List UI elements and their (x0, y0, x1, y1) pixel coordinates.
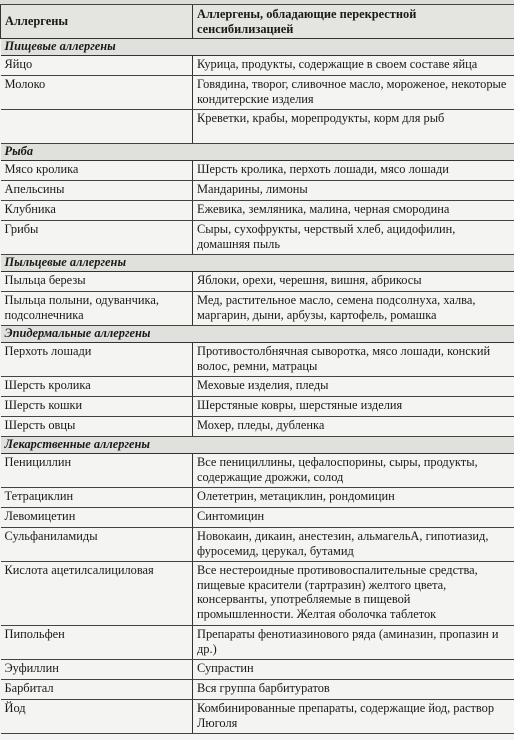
section-row (1, 144, 514, 161)
allergen-cell: Апельсины (1, 181, 193, 201)
allergen-cell: Йод (1, 700, 193, 734)
table-row (1, 272, 514, 292)
table-row (1, 680, 514, 700)
table-row (1, 397, 514, 417)
table-row (1, 292, 514, 326)
header-row (1, 5, 514, 39)
table-row (1, 181, 514, 201)
cross-allergen-cell: Шерсть кролика, перхоть лошади, мясо лошади (193, 161, 514, 181)
allergen-cell: Шерсть овцы (1, 417, 193, 437)
table-row (1, 377, 514, 397)
section-row (1, 437, 514, 454)
allergen-cell: Шерсть кошки (1, 397, 193, 417)
cross-allergen-cell: Препараты фенотиазинового ряда (аминазин, пропазин и др.) (193, 626, 514, 660)
allergen-cell: Мясо кролика (1, 161, 193, 181)
cross-allergen-cell: Противостолбнячная сыворотка, мясо лошади, конский волос, ремни, матрацы (193, 343, 514, 377)
allergen-cell: Клубника (1, 201, 193, 221)
cross-allergen-cell: Меховые изделия, пледы (193, 377, 514, 397)
section-title: Пищевые аллергены (1, 39, 514, 56)
allergen-cell: Пыльца березы (1, 272, 193, 292)
allergen-cell: Эуфиллин (1, 660, 193, 680)
section-title: Лекарственные аллергены (1, 437, 514, 454)
table-row (1, 56, 514, 76)
cross-allergen-cell: Комбинированные препараты, содержащие йод, раствор Люголя (193, 700, 514, 734)
table-row (1, 76, 514, 110)
table-row (1, 454, 514, 488)
table-row (1, 660, 514, 680)
allergen-cell: Пипольфен (1, 626, 193, 660)
cross-allergen-cell: Мед, растительное масло, семена подсолнуха, халва, маргарин, дыни, арбузы, картофель, ромашка (193, 292, 514, 326)
allergen-cell: Шерсть кролика (1, 377, 193, 397)
table-row (1, 626, 514, 660)
allergen-cell: Перхоть лошади (1, 343, 193, 377)
table-row (1, 562, 514, 626)
allergen-cell: Яйцо (1, 56, 193, 76)
table-row (1, 343, 514, 377)
allergen-cell: Молоко (1, 76, 193, 110)
table-row (1, 161, 514, 181)
allergen-table (0, 5, 514, 734)
cross-allergen-cell: Синтомицин (193, 508, 514, 528)
allergen-cell: Пыльца полыни, одуванчика, подсолнечника (1, 292, 193, 326)
table-row (1, 488, 514, 508)
cross-allergen-cell: Говядина, творог, сливочное масло, мороженое, некоторые кондитерские изделия (193, 76, 514, 110)
header-cross-allergens: Аллергены, обладающие перекрестной сенсибилизацией (193, 5, 514, 39)
cross-allergen-cell: Мандарины, лимоны (193, 181, 514, 201)
cross-allergen-cell: Мохер, пледы, дубленка (193, 417, 514, 437)
section-title: Пыльцевые аллергены (1, 255, 514, 272)
table-row (1, 221, 514, 255)
section-row (1, 326, 514, 343)
header-allergens: Аллергены (1, 5, 193, 39)
allergen-cell: Тетрациклин (1, 488, 193, 508)
cross-allergen-cell: Сыры, сухофрукты, черствый хлеб, ацидофилин, домашняя пыль (193, 221, 514, 255)
allergen-cell: Кислота ацетилсалициловая (1, 562, 193, 626)
cross-allergen-cell: Все пенициллины, цефалоспорины, сыры, продукты, содержащие дрожжи, солод (193, 454, 514, 488)
table-row (1, 110, 514, 144)
cross-allergen-cell: Курица, продукты, содержащие в своем составе яйца (193, 56, 514, 76)
cross-allergen-cell: Креветки, крабы, морепродукты, корм для рыб (193, 110, 514, 144)
table-row (1, 201, 514, 221)
cross-allergen-cell: Все нестероидные противовоспалительные средства, пищевые красители (тартразин) желтого цвета, консерванты, употребляемые в пищевой промышленности. Желтая оболочка таблеток (193, 562, 514, 626)
section-title: Рыба (1, 144, 514, 161)
table-row (1, 508, 514, 528)
cross-allergen-cell: Яблоки, орехи, черешня, вишня, абрикосы (193, 272, 514, 292)
allergen-cell (1, 110, 193, 144)
cross-allergen-cell: Олететрин, метациклин, рондомицин (193, 488, 514, 508)
table-row (1, 417, 514, 437)
allergen-cell: Барбитал (1, 680, 193, 700)
cross-allergen-cell: Шерстяные ковры, шерстяные изделия (193, 397, 514, 417)
allergen-cell: Левомицетин (1, 508, 193, 528)
allergen-cell: Сульфаниламиды (1, 528, 193, 562)
allergen-cell: Грибы (1, 221, 193, 255)
cross-allergen-cell: Новокаин, дикаин, анестезин, альмагельА, гипотиазид, фуросемид, церукал, бутамид (193, 528, 514, 562)
allergen-cell: Пенициллин (1, 454, 193, 488)
cross-allergen-cell: Ежевика, земляника, малина, черная смородина (193, 201, 514, 221)
section-title: Эпидермальные аллергены (1, 326, 514, 343)
section-row (1, 39, 514, 56)
table-row (1, 528, 514, 562)
cross-allergen-cell: Супрастин (193, 660, 514, 680)
cross-allergen-cell: Вся группа барбитуратов (193, 680, 514, 700)
table-body (1, 39, 514, 734)
section-row (1, 255, 514, 272)
table-row (1, 700, 514, 734)
